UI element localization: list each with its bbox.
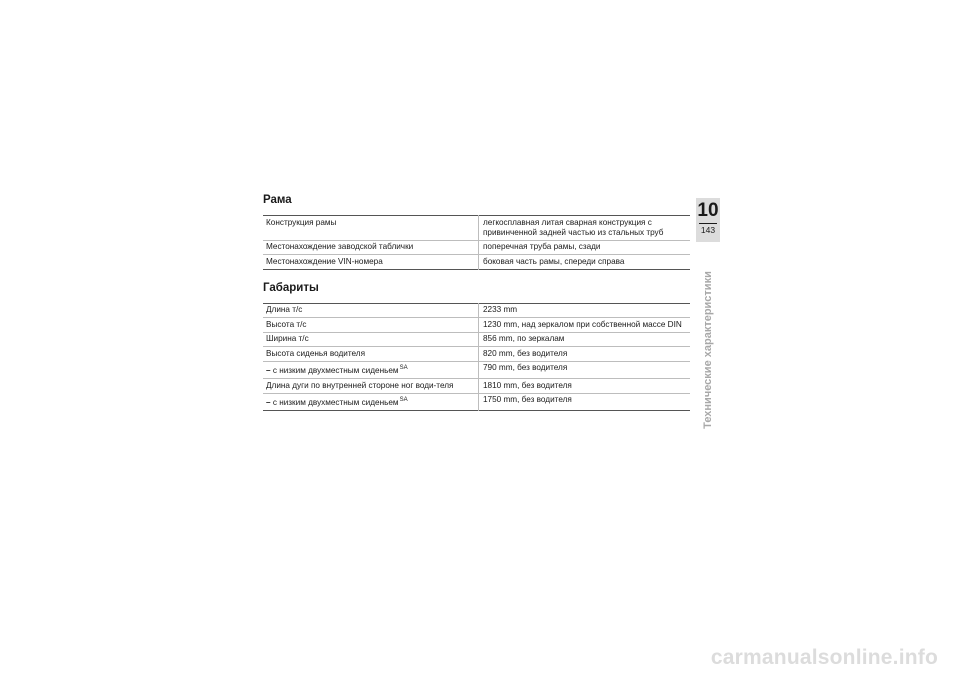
spec-label: Конструкция рамы — [266, 217, 337, 227]
spec-label: Длина дуги по внутренней стороне ног води-теля — [266, 380, 454, 390]
spec-value: 1750 mm, без водителя — [479, 393, 691, 411]
chapter-number: 10 — [697, 200, 719, 221]
table-row — [263, 379, 690, 394]
spec-value: 2233 mm — [479, 303, 691, 318]
spec-value: 1230 mm, над зеркалом при собственной массе DIN — [479, 318, 691, 333]
spec-label: Длина т/с — [266, 305, 303, 314]
dimensions-section-title: Габариты — [263, 281, 319, 294]
special-accessory-marker: SA — [399, 365, 408, 371]
spec-value: 820 mm, без водителя — [479, 347, 691, 362]
spec-label-sub — [263, 361, 479, 379]
spec-label: Высота т/с — [266, 319, 307, 329]
spec-label-sub — [263, 393, 479, 411]
table-row — [263, 255, 690, 270]
frame-section-title: Рама — [263, 194, 292, 206]
dash-marker: – — [266, 366, 271, 375]
table-row — [263, 361, 690, 379]
page-number: 143 — [700, 225, 716, 235]
table-row — [263, 303, 690, 318]
special-accessory-marker: SA — [399, 397, 408, 403]
chapter-side-title: Технические характеристики — [702, 271, 714, 429]
dash-marker: – — [266, 398, 271, 407]
table-row — [263, 216, 690, 241]
spec-value: боковая часть рамы, спереди справа — [479, 255, 691, 270]
watermark: carmanualsonline.info — [710, 646, 938, 669]
spec-value: 856 mm, по зеркалам — [479, 332, 691, 347]
page-content — [263, 194, 690, 411]
frame-spec-table — [263, 215, 690, 270]
spec-value: поперечная труба рамы, сзади — [479, 240, 691, 255]
dimensions-spec-table — [263, 303, 690, 412]
spec-label: Высота сиденья водителя — [266, 348, 366, 358]
spec-label: Местонахождение VIN-номера — [266, 256, 383, 266]
spec-value: 790 mm, без водителя — [479, 361, 691, 379]
spec-label-text: с низким двухместным сиденьем — [272, 366, 399, 375]
table-row — [263, 318, 690, 333]
spec-value: 1810 mm, без водителя — [479, 379, 691, 394]
spec-label-text: с низким двухместным сиденьем — [272, 398, 399, 407]
table-row — [263, 332, 690, 347]
spec-label: Местонахождение заводской таблички — [266, 242, 414, 251]
table-row — [263, 347, 690, 362]
table-row — [263, 393, 690, 411]
chapter-tab — [696, 198, 720, 242]
chapter-divider — [699, 223, 717, 224]
spec-value: легкосплавная литая сварная конструкция с привинченной задней частью из стальных труб — [479, 216, 691, 241]
table-row — [263, 240, 690, 255]
spec-label: Ширина т/с — [266, 334, 309, 343]
